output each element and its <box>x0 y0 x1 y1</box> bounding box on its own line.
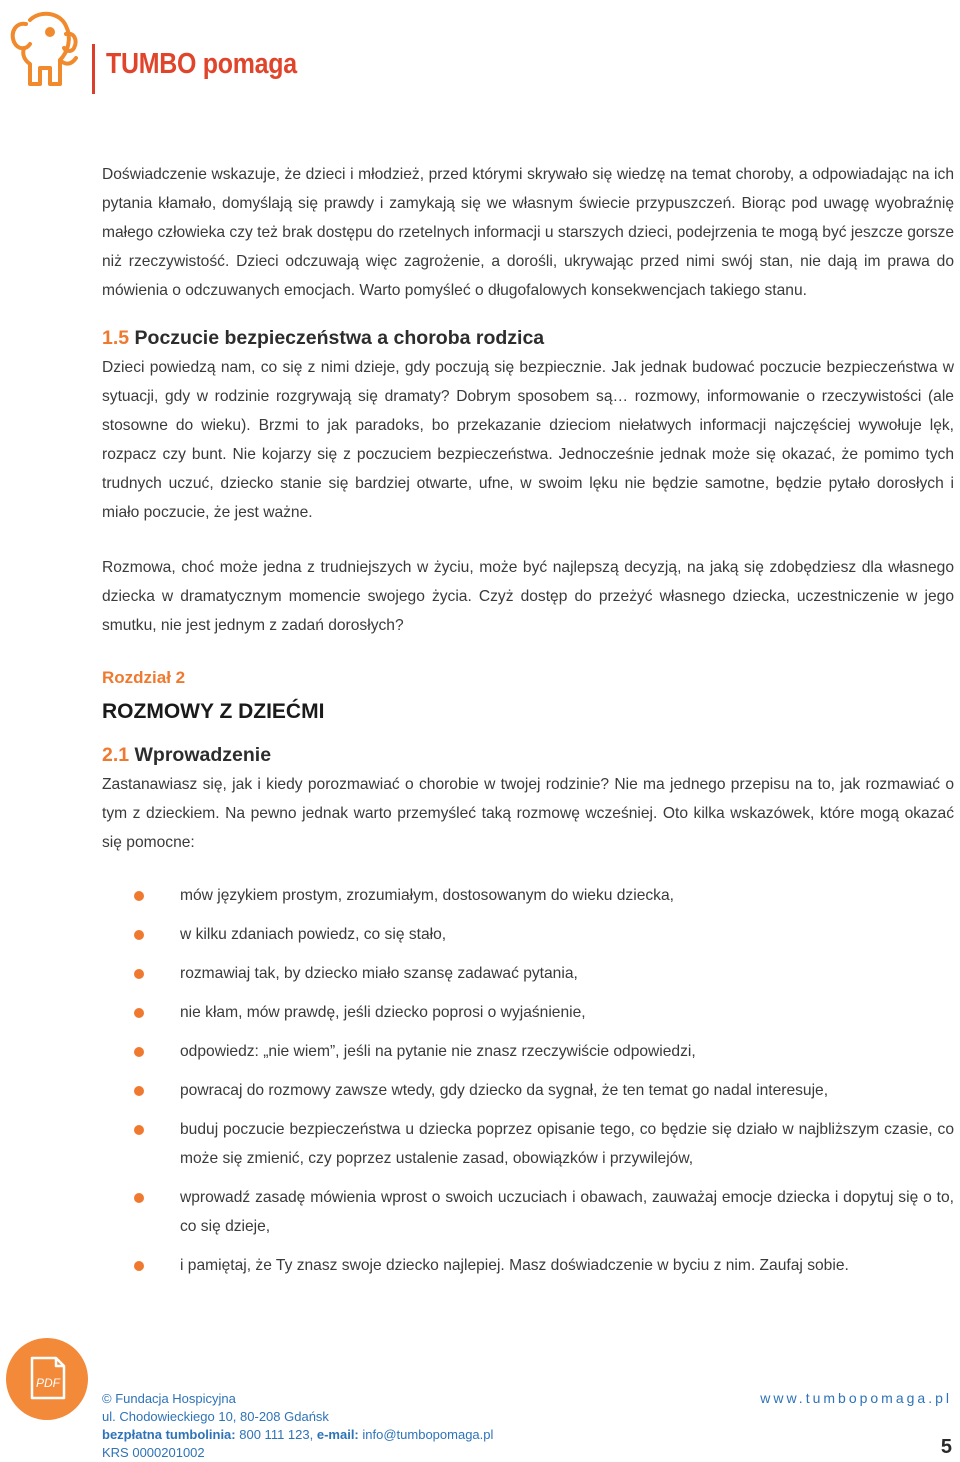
logo-divider <box>92 44 95 94</box>
hotline-label: bezpłatna tumbolinia: <box>102 1427 236 1442</box>
section-title: Wprowadzenie <box>134 744 272 766</box>
section-heading-2-1 <box>102 740 954 770</box>
email-label: e-mail: <box>316 1427 359 1442</box>
section-2-1-paragraph: Zastanawiasz się, jak i kiedy porozmawiać o chorobie w twojej rodzinie? Nie ma jednego przepisu na to, jak rozmawiać o tym z dzieckiem. Na pewno jednak warto przemyśleć taką rozmowę wcześniej. Oto kilka wskazówek, które mogą okazać się pomocne: <box>102 776 954 851</box>
footer-hotline-line <box>102 1426 493 1444</box>
svg-text:PDF: PDF <box>36 1376 60 1390</box>
chapter-title: ROZMOWY Z DZIEĆMI <box>102 700 325 723</box>
section-title: Poczucie bezpieczeństwa a choroba rodzica <box>134 327 545 349</box>
bullet-dot-icon <box>134 1008 144 1018</box>
list-item: powracaj do rozmowy zawsze wtedy, gdy dziecko da sygnał, że ten temat go nadal interesuje, <box>102 1076 954 1105</box>
list-item: i pamiętaj, że Ty znasz swoje dziecko najlepiej. Masz doświadczenie w byciu z nim. Zaufaj sobie. <box>102 1251 954 1280</box>
footer-contact <box>102 1390 493 1462</box>
email-link[interactable]: info@tumbopomaga.pl <box>362 1427 494 1442</box>
list-item: buduj poczucie bezpieczeństwa u dziecka poprzez opisanie tego, co będzie się działo w najbliższym czasie, co może się zmienić, czy poprzez ustalenie zasad, obowiązków i przywilejów, <box>102 1115 954 1173</box>
footer-address: ul. Chodowieckiego 10, 80-208 Gdańsk <box>102 1409 329 1424</box>
footer-org: © Fundacja Hospicyjna <box>102 1391 236 1406</box>
intro-paragraph: Doświadczenie wskazuje, że dzieci i młodzież, przed którymi skrywało się wiedzę na temat choroby, a odpowiadając na ich pytania kłamało, domyślają się prawdy i zamykają się we własnym świecie przypuszczeń. Biorąc pod uwagę wyobraźnię małego człowieka czy też brak dostępu do rzetelnych informacji u starszych dzieci, podejrzenia te mogą być jeszcze gorsze niż rzeczywistość. Dzieci odczuwają więc zagrożenie, a dorośli, ukrywając przed nimi swój stan, nie dają im prawa do mówienia o odczuwanych emocjach. Warto pomyśleć o długofalowych konsekwencjach takiego stanu. <box>102 166 954 299</box>
footer-krs: KRS 0000201002 <box>102 1445 205 1460</box>
section-1-5-paragraph-2: Rozmowa, choć może jedna z trudniejszych w życiu, może być najlepszą decyzją, na jaką się zdobędziesz dla własnego dziecka w dramatycznym momencie swojego życia. Czyż dostęp do przeżyć własnego dziecka, uczestniczenie w jego smutku, nie jest jednym z zadań dorosłych? <box>102 559 954 634</box>
pdf-badge <box>6 1338 88 1420</box>
bullet-dot-icon <box>134 930 144 940</box>
bullet-dot-icon <box>134 1193 144 1203</box>
list-item: odpowiedz: „nie wiem”, jeśli na pytanie nie znasz rzeczywiście odpowiedzi, <box>102 1037 954 1066</box>
page-number: 5 <box>940 1436 952 1458</box>
hotline-number[interactable]: 800 111 123, <box>239 1427 314 1442</box>
section-number: 2.1 <box>102 744 130 766</box>
list-item: w kilku zdaniach powiedz, co się stało, <box>102 920 954 949</box>
bullet-dot-icon <box>134 1125 144 1135</box>
list-item: mów językiem prostym, zrozumiałym, dostosowanym do wieku dziecka, <box>102 881 954 910</box>
bullet-dot-icon <box>134 969 144 979</box>
bullet-dot-icon <box>134 1086 144 1096</box>
list-item: nie kłam, mów prawdę, jeśli dziecko poprosi o wyjaśnienie, <box>102 998 954 1027</box>
bullet-dot-icon <box>134 1047 144 1057</box>
section-number: 1.5 <box>102 327 130 349</box>
pdf-document-icon <box>6 1338 88 1420</box>
bullet-dot-icon <box>134 891 144 901</box>
list-item: rozmawiaj tak, by dziecko miało szansę zadawać pytania, <box>102 959 954 988</box>
chapter-label: Rozdział 2 <box>102 668 186 687</box>
list-item: wprowadź zasadę mówienia wprost o swoich uczuciach i obawach, zauważaj emocje dziecka i dopytuj się o to, co się dzieje, <box>102 1183 954 1241</box>
elephant-logo-icon <box>6 4 82 94</box>
section-1-5-paragraph: Dzieci powiedzą nam, co się z nimi dzieje, gdy poczują się bezpiecznie. Jak jednak budować poczucie bezpieczeństwa w sytuacji, gdy w rodzinie rozgrywają się dramaty? Dobrym sposobem są… rozmowy, informowanie o rzeczywistości (ale stosowne do wieku). Brzmi to jak paradoks, bo przekazanie dzieciom niełatwych informacji najczęściej wywołuje lęk, rozpacz czy bunt. Nie kojarzy się z poczuciem bezpieczeństwa. Jednocześnie jednak może się okazać, że pomimo tych trudnych uczuć, dziecko stanie się bardziej otwarte, ufne, w swoim lęku nie będzie samotne, będzie pytało dorosłych i miało poczucie, że jest ważne. <box>102 359 954 521</box>
logo-text: TUMBO pomaga <box>106 48 297 80</box>
tips-list <box>102 881 954 1280</box>
website-link[interactable]: www.tumbopomaga.pl <box>760 1390 952 1406</box>
header <box>6 4 406 96</box>
section-heading-1-5 <box>102 323 954 353</box>
page-content <box>102 160 954 1280</box>
bullet-dot-icon <box>134 1261 144 1271</box>
